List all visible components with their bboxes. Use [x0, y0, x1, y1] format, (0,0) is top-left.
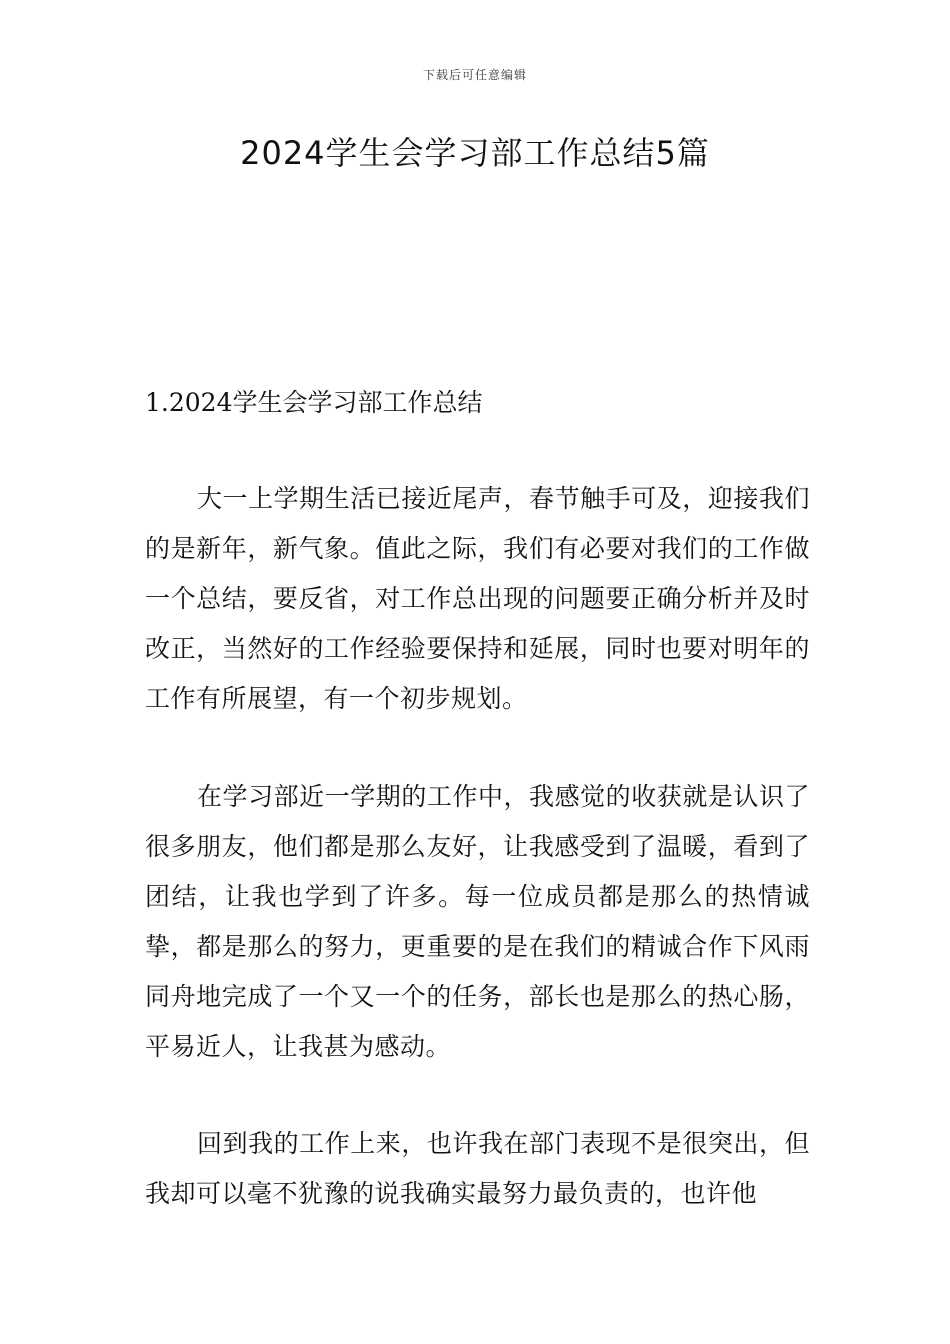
paragraph-2: 在学习部近一学期的工作中，我感觉的收获就是认识了很多朋友，他们都是那么友好，让我感受到了温暖，看到了团结，让我也学到了许多。每一位成员都是那么的热情诚挚，都是那么的努力，更重要的是在我们的精诚合作下风雨同舟地完成了一个又一个的任务，部长也是那么的热心肠，平易近人，让我甚为感动。 [145, 782, 810, 1061]
document-title: 2024学生会学习部工作总结5篇 [240, 134, 710, 172]
section-heading: 1.2024学生会学习部工作总结 [145, 388, 483, 417]
paragraph-3: 回到我的工作上来，也许我在部门表现不是很突出，但我却可以毫不犹豫的说我确实最努力最负责的，也许他 [145, 1129, 810, 1208]
header-note: 下载后可任意编辑 [422, 68, 527, 82]
paragraph-1: 大一上学期生活已接近尾声，春节触手可及，迎接我们的是新年，新气象。值此之际，我们有必要对我们的工作做一个总结，要反省，对工作总出现的问题要正确分析并及时改正，当然好的工作经验要保持和延展，同时也要对明年的工作有所展望，有一个初步规划。 [145, 484, 810, 713]
